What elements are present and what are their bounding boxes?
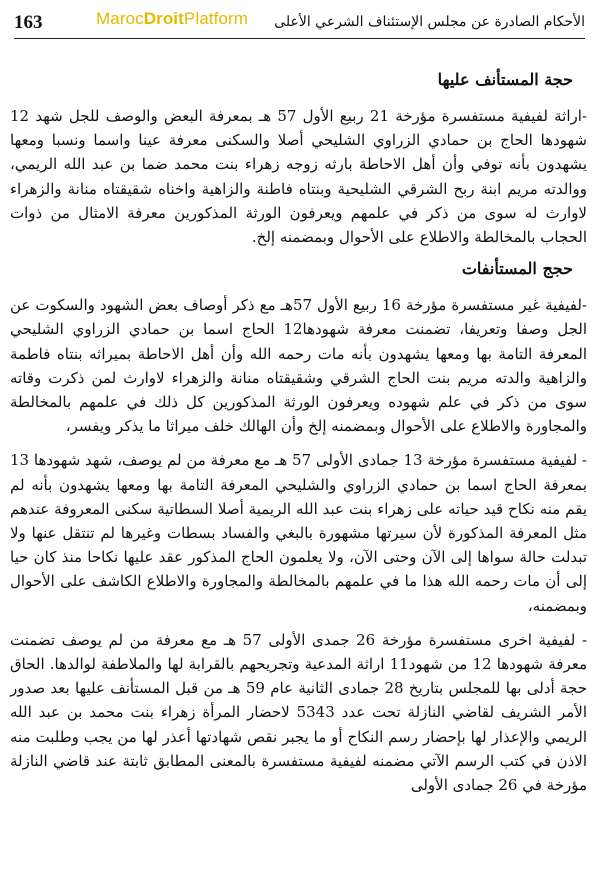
spacer bbox=[10, 438, 587, 448]
page-body bbox=[10, 70, 587, 797]
page-number: 163 bbox=[14, 12, 43, 33]
header-divider bbox=[14, 38, 585, 39]
brand-prefix: Maroc bbox=[96, 9, 144, 28]
paragraph: - لفيفية اخرى مستفسرة مؤرخة 26 جمدى الأولى 57 هـ مع معرفة من لم يوصف تضمنت معرفة شهودها 12 من شهود11 اراثة المدعية وتجريحهم بالقرابة لها والملاطفة لوالدها. الحاق حجة أدلى بها للمجلس بتاريخ 28 جمادى الثانية عام 59 هـ من قبل المستأنف عليها بعد صدور الأمر الشريف لقاضي النازلة تحت عدد 5343 لاحضار المرأة زهراء بنت محمد بن عبد الله الريمي والإعذار لها بإحضار رسم النكاح أو ما يجبر نقص شهادتها أعذر لها من يجب وطلبت منه الاذن في كتب الرسم الآتي مضمنه لفيفية مستفسرة بالمعنى المطابق ثابتة عند قاضي النازلة مؤرخة في 26 جمادى الأولى bbox=[10, 630, 588, 795]
page-header bbox=[0, 0, 599, 42]
paragraph: -لفيفية غير مستفسرة مؤرخة 16 ربيع الأول 57هـ مع ذكر أوصاف بعض الشهود والسكوت عن الجل وصفا وتعريفا، تضمنت معرفة شهودها12 الحاج اسما بن حمادي الزراوي الشليحي المعرفة التامة بها ومعها يشهدون بأنه مات رحمه الله وأن أهل الاحاطة بميراثه بنتاه فاطمة والزاهية والدته مريم بنت الحاج الشرقي وشقيقتاه منانة والزهراء لاوارث لمن ذكرت وقاته سوى من ذكر في علم شهوده ويعرفون الورثة المذكورين كل ذلك في علمهم بالمخالطة والمجاورة والاطلاع على الأحوال وبمضمنه إلخ وأن الهالك خلف ميراثا ما يذكر ويفسر، bbox=[10, 296, 587, 436]
watermark-logo bbox=[96, 9, 248, 29]
brand-bold: Droit bbox=[143, 9, 184, 28]
section-heading-appellants: حجج المستأنفات bbox=[461, 259, 573, 279]
spacer bbox=[10, 249, 587, 259]
spacer bbox=[10, 618, 587, 628]
brand-suffix: Platform bbox=[183, 9, 248, 28]
paragraph: - لفيفية مستفسرة مؤرخة 13 جمادى الأولى 57 هـ مع معرفة من لم يوصف، شهد شهودها 13 بمعرفة الحاج اسما بن حمادي الزراوي والشليحي المعرفة التامة بها ومعها يشهدون بأنه لم يقم منه نكاح قيد حياته على زهراء بنت عبد الله الريمية أصلا السطاتية سكنى المعروفة عندهم مثل المعرفة المذكورة لأن سيرتها مشهورة بالبغي والفساد بسطات وغيرها لم تنتقل عنها ولا تبدلت حالة سواها إلى الآن وحتى الآن، ولا يعلمون الحاج المذكور عقد عليها نكاحا منذ كان حيا إلى أن مات رحمه الله هذا ما في علمهم بالمخالطة والمجاورة والاطلاع الكاشف على الأحوال وبمضمنه، bbox=[10, 451, 588, 615]
running-title: الأحكام الصادرة عن مجلس الإستئناف الشرعي الأعلى bbox=[274, 14, 585, 30]
paragraph: -اراثة لفيفية مستفسرة مؤرخة 21 ربيع الأول 57 هـ بمعرفة البعض والوصف للجل شهد 12 شهودها الحاج بن حمادي الزراوي الشليحي أصلا والسكنى معرفة عينا واسما ونسبا ومعها يشهدون بأنه توفي وأن أهل الاحاطة بارثه زوجه زهراء بنت محمد ضما بن عبد الله الريمي، ووالدته مريم ابنة ربح الشرقي الشليحية وبنتاه فاطنة والزاهية واخناه شقيقتاه منانة والزهراء لاوارث له سوى من ذكر في علمهم ويعرفون الورثة المذكورين معرفة الامثال من ذوات الحجاب بالمخالطة والاطلاع على الأحوال وبمضمنه إلخ. bbox=[10, 107, 587, 247]
section-heading-respondent: حجة المستأنف عليها bbox=[437, 70, 573, 89]
